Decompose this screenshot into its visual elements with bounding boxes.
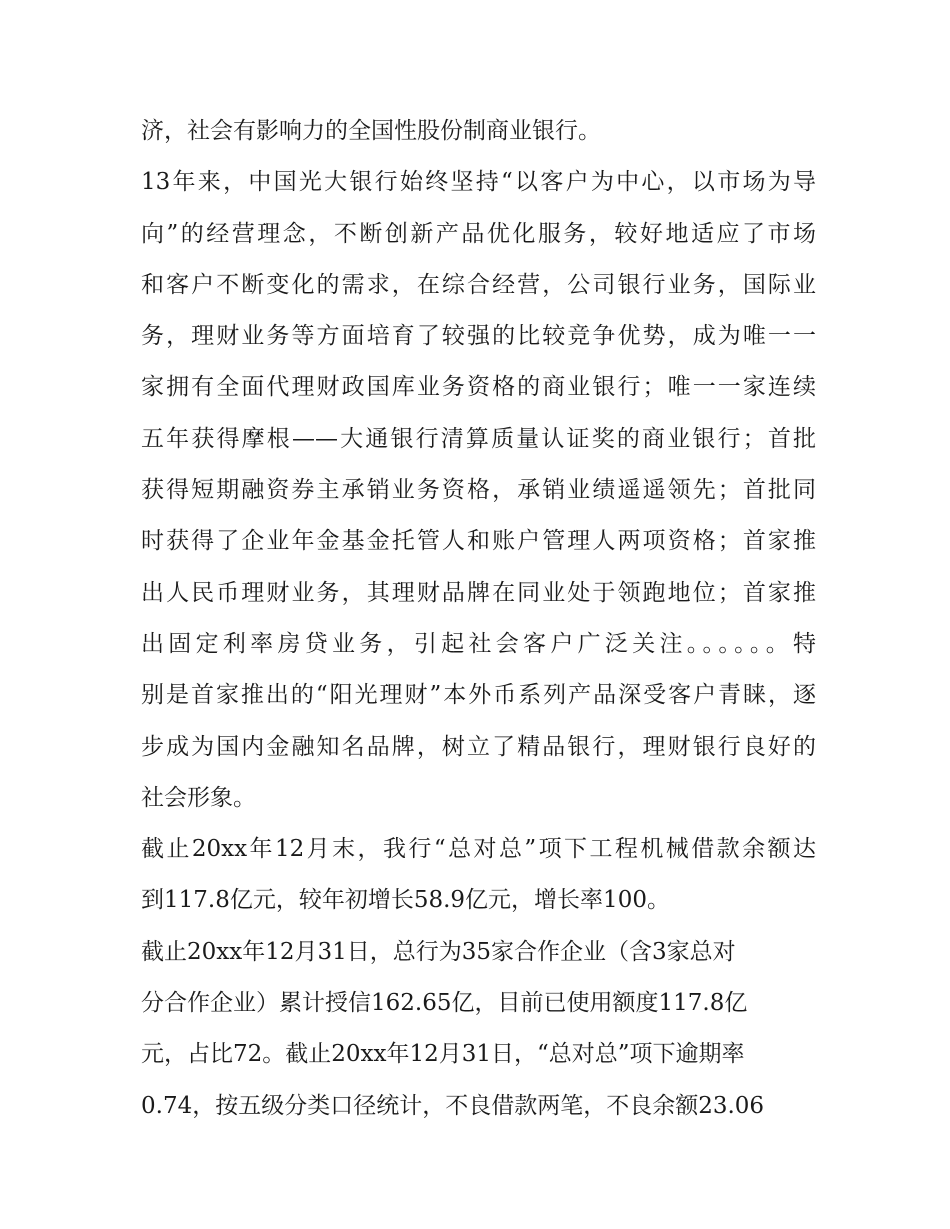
text-line: 分合作企业）累计授信162.65亿，目前已使用额度117.8亿 xyxy=(141,990,748,1017)
text-line: 务，理财业务等方面培育了较强的比较竞争优势，成为唯一一 xyxy=(141,323,816,350)
text-line: 截止20xx年12月31日，总行为35家合作企业（含3家总对 xyxy=(141,938,736,965)
text-line: 济，社会有影响力的全国性股份制商业银行。 xyxy=(141,118,601,144)
text-line: 时获得了企业年金基金托管人和账户管理人两项资格；首家推 xyxy=(141,528,816,555)
text-line: 到117.8亿元，较年初增长58.9亿元，增长率100。 xyxy=(141,887,670,914)
paragraph xyxy=(141,106,816,157)
text-line: 家拥有全面代理财政国库业务资格的商业银行；唯一一家连续 xyxy=(141,374,816,401)
body-text xyxy=(141,106,816,1132)
text-line: 出人民币理财业务，其理财品牌在同业处于领跑地位；首家推 xyxy=(141,579,816,606)
text-line: 向”的经营理念，不断创新产品优化服务，较好地适应了市场 xyxy=(141,220,816,247)
text-line: 出固定利率房贷业务，引起社会客户广泛关注。。。。。。特 xyxy=(141,630,816,657)
text-line: 0.74，按五级分类口径统计，不良借款两笔，不良余额23.06 xyxy=(141,1092,765,1119)
paragraph xyxy=(141,157,816,824)
text-line: 截止20xx年12月末，我行“总对总”项下工程机械借款余额达 xyxy=(141,836,816,863)
text-line: 获得短期融资券主承销业务资格，承销业绩遥遥领先；首批同 xyxy=(141,477,816,504)
paragraph xyxy=(141,824,816,927)
text-line: 步成为国内金融知名品牌，树立了精品银行，理财银行良好的 xyxy=(141,733,816,760)
text-line: 五年获得摩根——大通银行清算质量认证奖的商业银行；首批 xyxy=(141,425,816,452)
paragraph xyxy=(141,927,816,1132)
text-line: 社会形象。 xyxy=(141,784,256,811)
text-line: 13年来，中国光大银行始终坚持“以客户为中心，以市场为导 xyxy=(141,169,816,196)
text-line: 和客户不断变化的需求，在综合经营，公司银行业务，国际业 xyxy=(141,271,816,298)
text-line: 别是首家推出的“阳光理财”本外币系列产品深受客户青睐，逐 xyxy=(141,682,816,709)
text-line: 元，占比72。截止20xx年12月31日，“总对总”项下逾期率 xyxy=(141,1041,745,1068)
